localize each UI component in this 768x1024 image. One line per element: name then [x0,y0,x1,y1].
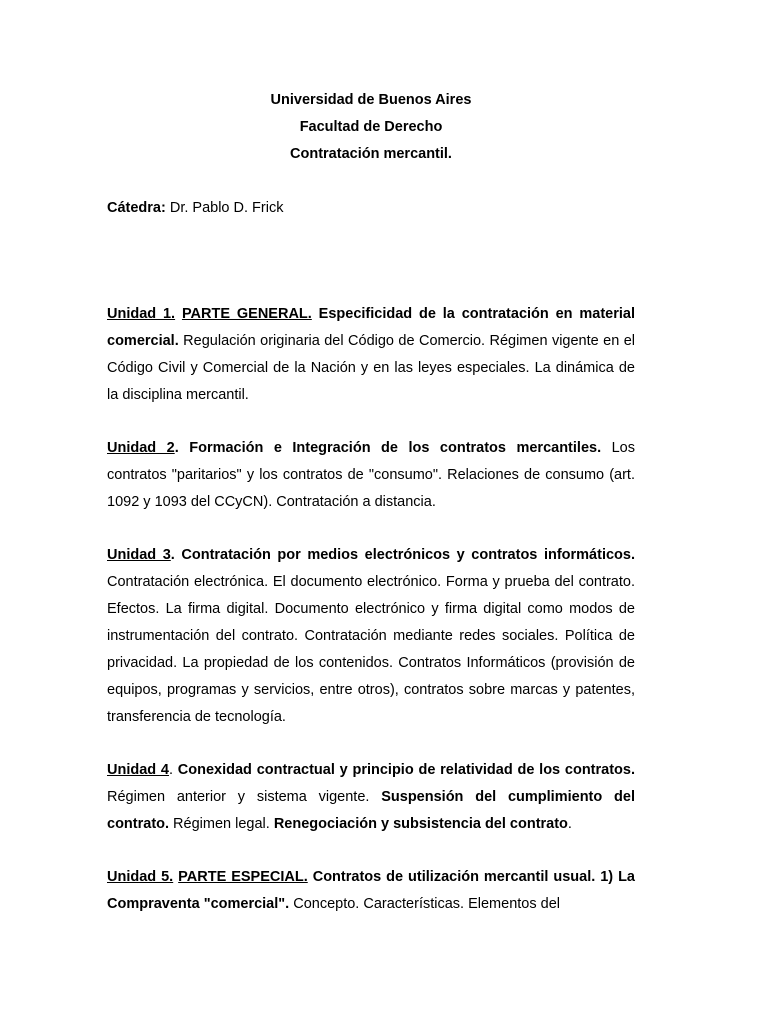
unit-4-body-1: Régimen anterior y sistema vigente. [107,789,382,805]
unit-1-body: Regulación originaria del Código de Comercio. Régimen vigente en el Código Civil y Comercial de la Nación y en las leyes especiales. La dinámica de la disciplina mercantil. [107,333,635,403]
unit-4-title-1: Conexidad contractual y principio de relatividad de los contratos. [173,762,635,778]
unit-5-part: PARTE ESPECIAL. [178,869,308,885]
unit-4-dot: . [168,762,174,778]
document-page [107,87,635,944]
unit-4-body-2: Régimen legal. [169,816,274,832]
unit-5-label: Unidad 5. [107,869,174,885]
document-header [107,87,635,168]
unit-3-title: . Contratación por medios electrónicos y contratos informáticos. [170,547,635,563]
unit-2-body: Los contratos "paritarios" y los contratos de "consumo". Relaciones de consumo (art. 1092 y 1093 del CCyCN). Contratación a distancia. [107,440,635,510]
unit-4 [107,757,635,838]
unit-4-end: . [567,816,572,832]
course-title: Contratación mercantil. [290,146,452,162]
unit-5 [107,864,635,918]
catedra-label: Cátedra: [107,200,166,216]
unit-1-label: Unidad 1. [107,306,176,322]
unit-3-body: Contratación electrónica. El documento electrónico. Forma y prueba del contrato. Efectos. La firma digital. Documento electrónico y firma digital como modos de instrumentación del contrato. Contratación mediante redes sociales. Política de privacidad. La propiedad de los contenidos. Contratos Informáticos (provisión de equipos, programas y servicios, entre otros), contratos sobre marcas y patentes, transferencia de tecnología. [107,574,635,725]
unit-1 [107,301,635,409]
unit-1-title: Especificidad de la contratación en material comercial. [107,306,635,349]
unit-5-title: Contratos de utilización mercantil usual. 1) La Compraventa "comercial". [107,869,635,912]
unit-4-title-2: Suspensión del cumplimiento del contrato. [107,789,635,832]
unit-4-title-3: Renegociación y subsistencia del contrato [273,816,568,832]
unit-3 [107,542,635,731]
unit-1-part: PARTE GENERAL. [181,306,312,322]
university-name: Universidad de Buenos Aires [270,92,472,108]
unit-2-label: Unidad 2 [107,440,175,456]
faculty-name: Facultad de Derecho [299,119,443,135]
unit-5-body: Concepto. Características. Elementos del [289,896,560,912]
catedra-value: Dr. Pablo D. Frick [165,200,284,216]
unit-3-label: Unidad 3 [107,547,171,563]
units-section [107,301,635,918]
unit-2 [107,435,635,516]
catedra-line [107,195,635,222]
unit-2-title: . Formación e Integración de los contratos mercantiles. [174,440,602,456]
unit-4-label: Unidad 4 [107,762,169,778]
